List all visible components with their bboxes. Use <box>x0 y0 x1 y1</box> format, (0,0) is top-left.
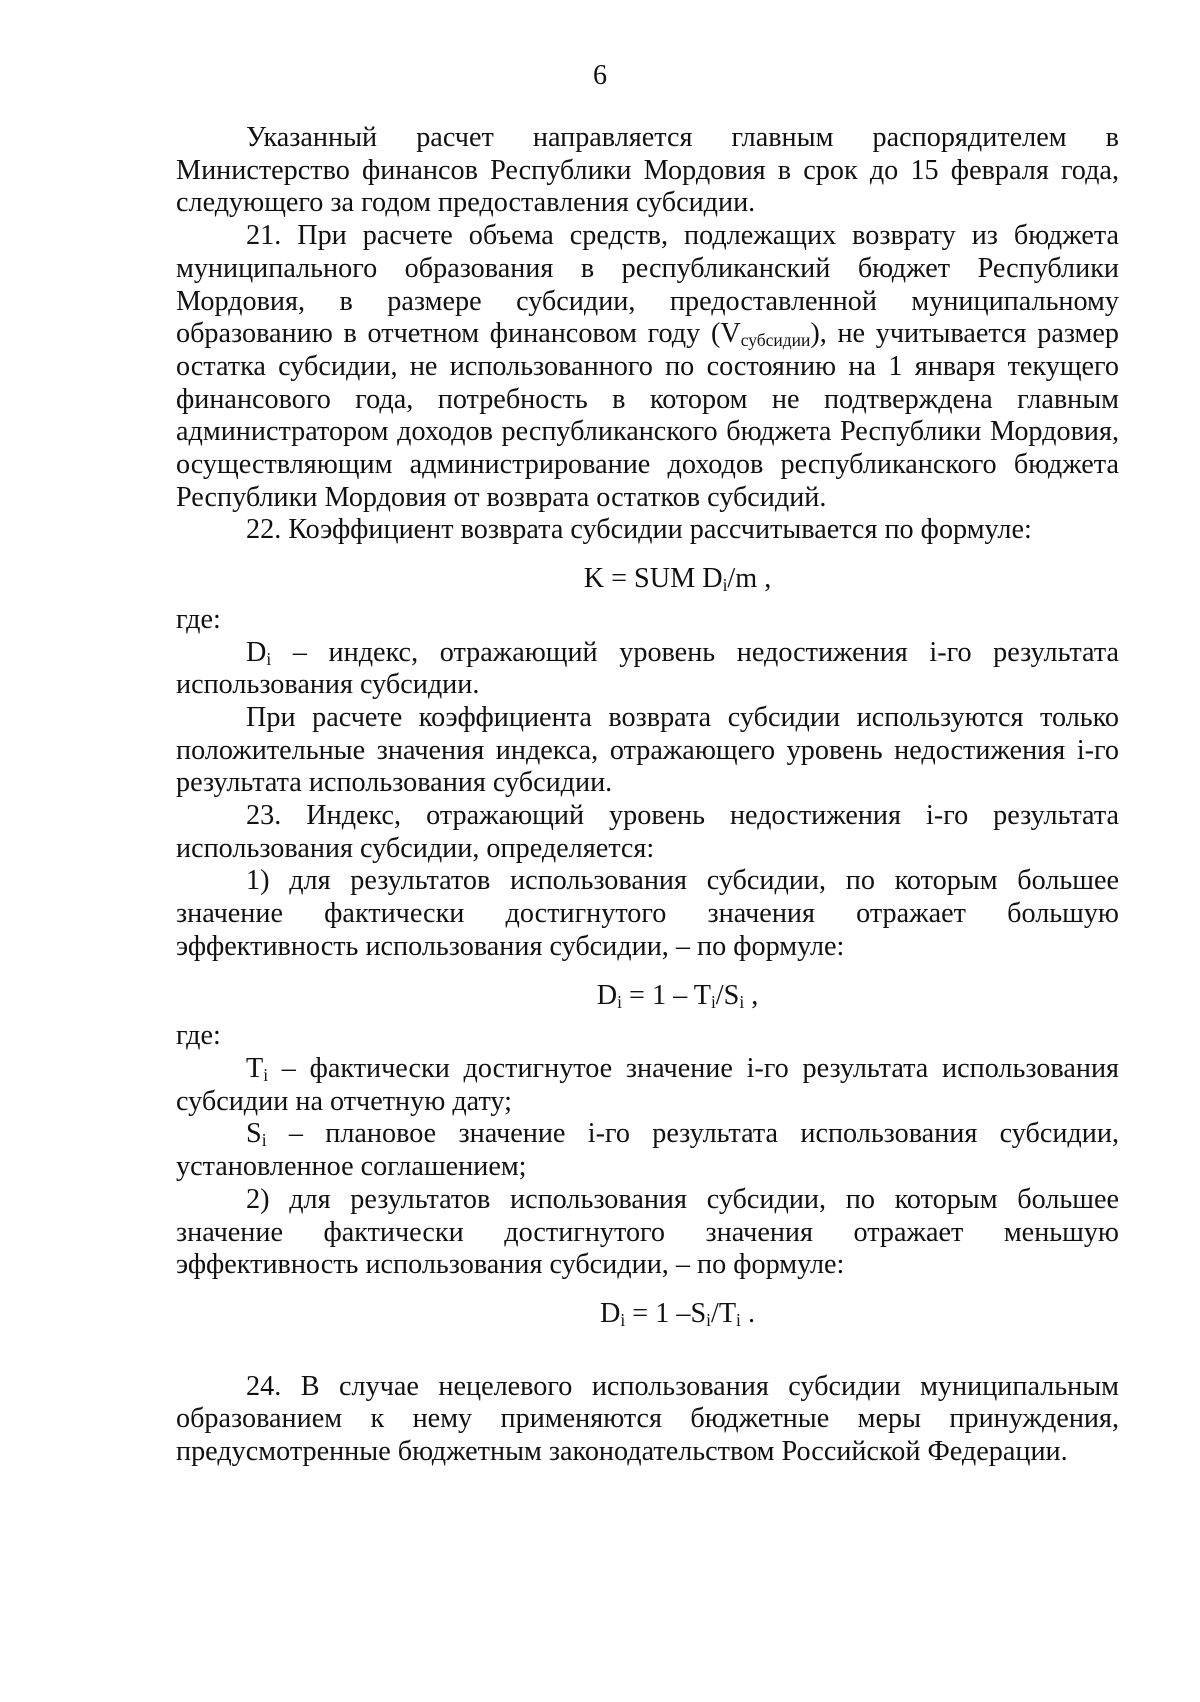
where-label-2: где: <box>176 1020 221 1052</box>
paragraph-22: 22. Коэффициент возврата субсидии рассчитывается по формуле: <box>246 514 1032 546</box>
definition-ti <box>176 1053 1119 1118</box>
paragraph-23-item-2: 2) для результатов использования субсидии, по которым большее значение фактически достигнутого значения отражает меньшую эффективность использования субсидии, – по формуле: <box>176 1183 1119 1281</box>
page-number: 6 <box>593 60 607 91</box>
formula-d2-sub3: i <box>736 1309 741 1330</box>
di-symbol: D <box>246 636 267 668</box>
definition-si <box>176 1118 1119 1183</box>
paragraph-21-text-end: ), не учитывается размер остатка субсидии, не использованного по состоянию на 1 января текущего финансового года, потребность в котором не подтверждена главным администратором доходов республиканского бюджета Республики Мордовия, осуществляющим администрирование доходов республиканского бюджета Республики Мордовия от возврата остатков субсидий. <box>176 318 1120 513</box>
si-symbol: S <box>246 1118 262 1150</box>
paragraph-24: 24. В случае нецелевого использования субсидии муниципальным образованием к нему применяются бюджетные меры принуждения, предусмотренные бюджетным законодательством Российской Федерации. <box>176 1370 1119 1468</box>
where-label-1: где: <box>176 603 221 635</box>
formula-return-coefficient <box>176 563 1119 596</box>
ti-definition-text: – фактически достигнутое значение i-го результата использования субсидии на отчетную дату; <box>176 1052 1119 1117</box>
paragraph-23: 23. Индекс, отражающий уровень недостижения i-го результата использования субсидии, определяется: <box>176 800 1119 864</box>
formula-index-greater-better <box>176 980 1119 1013</box>
definition-di <box>176 637 1119 702</box>
formula-d1-a: D <box>596 979 618 1011</box>
paragraph-calculation-submission: Указанный расчет направляется главным распорядителем в Министерство финансов Республики Мордовия в срок до 15 февраля года, следующего за годом предоставления субсидии. <box>176 122 1119 219</box>
formula-d1-c: /S <box>715 979 740 1011</box>
ti-symbol: T <box>246 1052 264 1084</box>
si-definition-text: – плановое значение i-го результата использования субсидии, установленное соглашением; <box>176 1118 1119 1183</box>
formula-d1-sub1: i <box>617 991 622 1012</box>
formula-d2-sub2: i <box>706 1309 711 1330</box>
formula-d2-a: D <box>600 1297 621 1329</box>
formula-d2-sub1: i <box>620 1309 626 1330</box>
formula-k-subscript: i <box>722 574 728 595</box>
v-subsidy-subscript: субсидии <box>740 330 811 351</box>
paragraph-positive-values: При расчете коэффициента возврата субсидии используются только положительные значения индекса, отражающего уровень недостижения i-го результата использования субсидии. <box>176 701 1119 799</box>
document-body <box>176 122 1119 1469</box>
formula-d2-b: = 1 –S <box>625 1297 707 1329</box>
formula-k-part-a: K = SUM D <box>583 563 723 595</box>
paragraph-21 <box>176 220 1119 514</box>
formula-d1-b: = 1 – T <box>621 979 711 1011</box>
formula-d2-d: . <box>740 1297 755 1329</box>
paragraph-23-item-1: 1) для результатов использования субсидии, по которым большее значение фактически достигнутого значения отражает большую эффективность использования субсидии, – по формуле: <box>176 865 1119 962</box>
di-definition-text: – индекс, отражающий уровень недостижения i-го результата использования субсидии. <box>176 636 1119 701</box>
formula-k-part-b: /m , <box>727 563 772 595</box>
formula-index-greater-worse <box>176 1298 1119 1331</box>
ti-subscript: i <box>263 1064 269 1085</box>
formula-d2-c: /T <box>710 1297 737 1329</box>
si-subscript: i <box>261 1130 267 1151</box>
formula-d1-sub3: i <box>739 991 745 1012</box>
di-subscript: i <box>266 648 272 669</box>
paragraph-21-text-start: 21. При расчете объема средств, подлежащих возврату из бюджета муниципального образования в республиканский бюджет Республики Мордовия, в размере субсидии, предоставленной муниципальному образованию в отчетном финансовом году (V <box>176 220 1119 350</box>
formula-d1-d: , <box>744 979 759 1011</box>
formula-d1-sub2: i <box>710 991 716 1012</box>
